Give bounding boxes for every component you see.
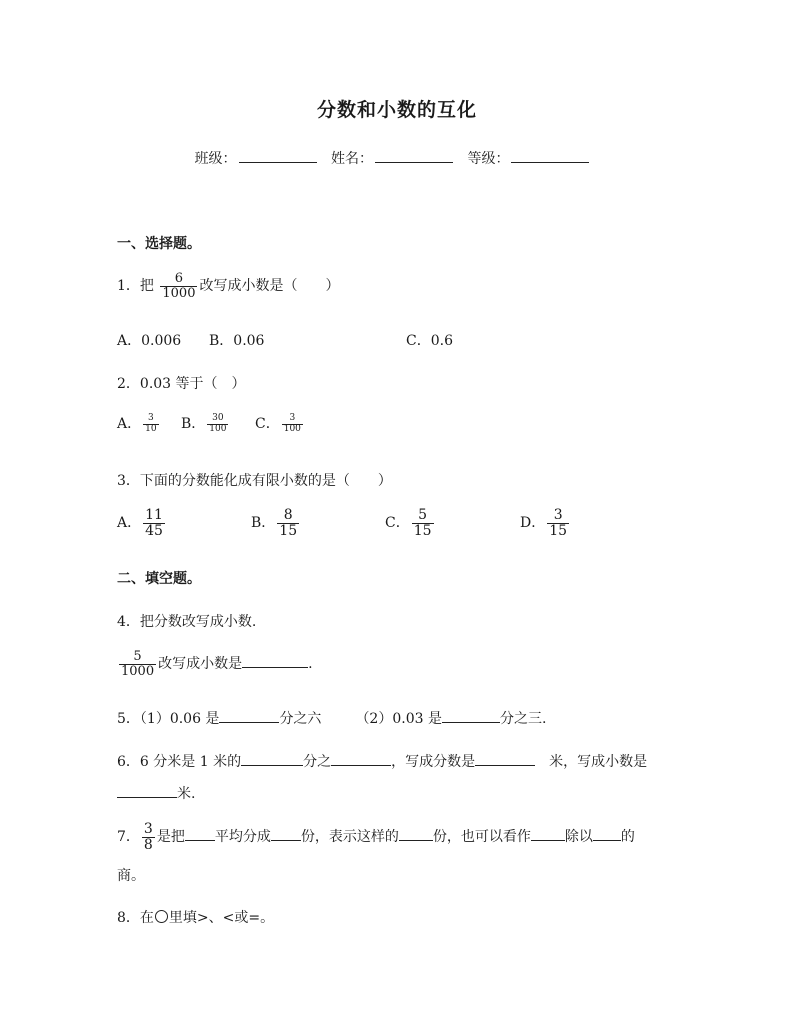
q7-part7: 的 (620, 829, 635, 846)
q7-fraction (142, 822, 155, 852)
q1-prefix: 1．把 (117, 278, 154, 295)
option-fraction (282, 414, 303, 434)
answer-blank[interactable] (185, 828, 215, 841)
q6-part2: 分之 (303, 754, 332, 770)
option-label: C． (255, 416, 280, 432)
question-1 (117, 272, 339, 300)
q2-option-a[interactable] (117, 413, 161, 434)
question-6-cont (117, 783, 195, 803)
fraction-numerator: 3 (143, 821, 153, 837)
question-8 (117, 907, 274, 927)
q1-fraction (160, 272, 197, 300)
grade-blank[interactable] (511, 150, 589, 163)
circle-icon (155, 910, 168, 923)
option-fraction (207, 414, 228, 434)
option-label: B． (181, 416, 206, 432)
q1-option-a[interactable]: A．0.006 (117, 333, 182, 349)
option-label: B． (251, 515, 276, 532)
q2-option-c[interactable] (255, 413, 305, 434)
answer-blank[interactable] (475, 753, 535, 766)
fraction-denominator: 15 (549, 522, 568, 539)
option-fraction (412, 508, 434, 538)
fraction-numerator: 3 (147, 413, 154, 424)
question-7 (117, 822, 635, 852)
q6-part4: 米，写成小数是 (549, 754, 648, 770)
fraction-denominator: 8 (143, 836, 153, 853)
q3-option-c[interactable] (385, 508, 436, 538)
option-label: A． (117, 416, 142, 432)
fraction-numerator: 6 (174, 271, 184, 286)
fraction-denominator: 100 (209, 423, 227, 434)
q4-fraction (119, 650, 156, 678)
answer-blank[interactable] (531, 828, 565, 841)
option-fraction (277, 508, 299, 538)
q8-part1: 8．在 (117, 910, 154, 926)
fraction-denominator: 1000 (121, 663, 155, 679)
q7-part1: 7． (117, 829, 140, 846)
class-blank[interactable] (239, 150, 317, 163)
q5-part1: 5．（1）0.06 是 (117, 711, 220, 727)
q3-option-a[interactable] (117, 508, 167, 538)
option-fraction (547, 508, 569, 538)
answer-blank[interactable] (271, 828, 301, 841)
q7-part6: 除以 (564, 829, 593, 846)
answer-blank[interactable] (219, 710, 279, 723)
option-label: C． (385, 515, 410, 532)
q1-option-b[interactable]: B．0.06 (209, 333, 265, 349)
q7-part2: 是把 (156, 829, 185, 846)
q4-end: . (308, 656, 313, 673)
q5-part2: 分之六 (279, 711, 322, 727)
answer-blank[interactable] (242, 655, 308, 668)
question-2: 2．0.03 等于（ ） (117, 376, 246, 392)
fraction-denominator: 15 (279, 522, 298, 539)
fraction-denominator: 100 (283, 423, 301, 434)
answer-blank[interactable] (593, 828, 621, 841)
q3-option-d[interactable] (520, 508, 571, 538)
answer-blank[interactable] (399, 828, 433, 841)
question-3: 3．下面的分数能化成有限小数的是（ ） (117, 473, 392, 489)
question-6 (117, 751, 647, 771)
fraction-numerator: 11 (145, 507, 163, 523)
option-label: A． (117, 515, 142, 532)
fraction-numerator: 5 (133, 649, 142, 664)
fraction-numerator: 30 (212, 413, 224, 424)
q1-option-c[interactable]: C．0.6 (406, 333, 453, 349)
section-fill-heading: 二、填空题。 (117, 571, 201, 587)
fraction-numerator: 5 (418, 507, 428, 523)
q2-option-b[interactable] (181, 413, 230, 434)
fraction-denominator: 45 (145, 522, 163, 539)
q1-suffix: 改写成小数是（ ） (199, 278, 340, 295)
q6-part1: 6．6 分米是 1 米的 (117, 754, 242, 770)
fraction-denominator: 10 (145, 423, 157, 434)
q3-option-b[interactable] (251, 508, 301, 538)
answer-blank[interactable] (442, 710, 500, 723)
answer-blank[interactable] (241, 753, 303, 766)
q6-part5: 米. (177, 786, 196, 802)
option-fraction (143, 414, 158, 434)
section-choice-heading: 一、选择题。 (117, 236, 201, 252)
answer-blank[interactable] (117, 785, 177, 798)
q7-part3: 平均分成 (214, 829, 271, 846)
q7-part4: 份，表示这样的 (300, 829, 399, 846)
question-7-cont: 商。 (117, 868, 145, 884)
fraction-denominator: 1000 (162, 285, 196, 301)
option-fraction (143, 508, 165, 538)
q4-line (117, 650, 313, 678)
fraction-numerator: 3 (553, 507, 563, 523)
q8-part2: 里填>、<或=。 (168, 910, 275, 926)
name-label: 姓名： (331, 151, 373, 167)
fraction-denominator: 15 (413, 522, 432, 539)
grade-label: 等级： (467, 151, 510, 167)
q6-part3: ，写成分数是 (391, 754, 476, 770)
page-title: 分数和小数的互化 (316, 99, 477, 121)
answer-blank[interactable] (331, 753, 391, 766)
option-label: D． (520, 515, 546, 532)
question-5 (117, 708, 546, 728)
name-blank[interactable] (375, 150, 453, 163)
student-info-line (0, 148, 794, 168)
question-4: 4．把分数改写成小数. (117, 614, 257, 630)
class-label: 班级： (194, 151, 237, 167)
fraction-numerator: 8 (283, 507, 293, 523)
fraction-numerator: 3 (289, 413, 296, 424)
q4-suffix: 改写成小数是 (158, 656, 243, 673)
q5-part4: 分之三. (499, 711, 547, 727)
q7-part5: 份，也可以看作 (432, 829, 531, 846)
q5-part3: （2）0.03 是 (355, 711, 442, 727)
